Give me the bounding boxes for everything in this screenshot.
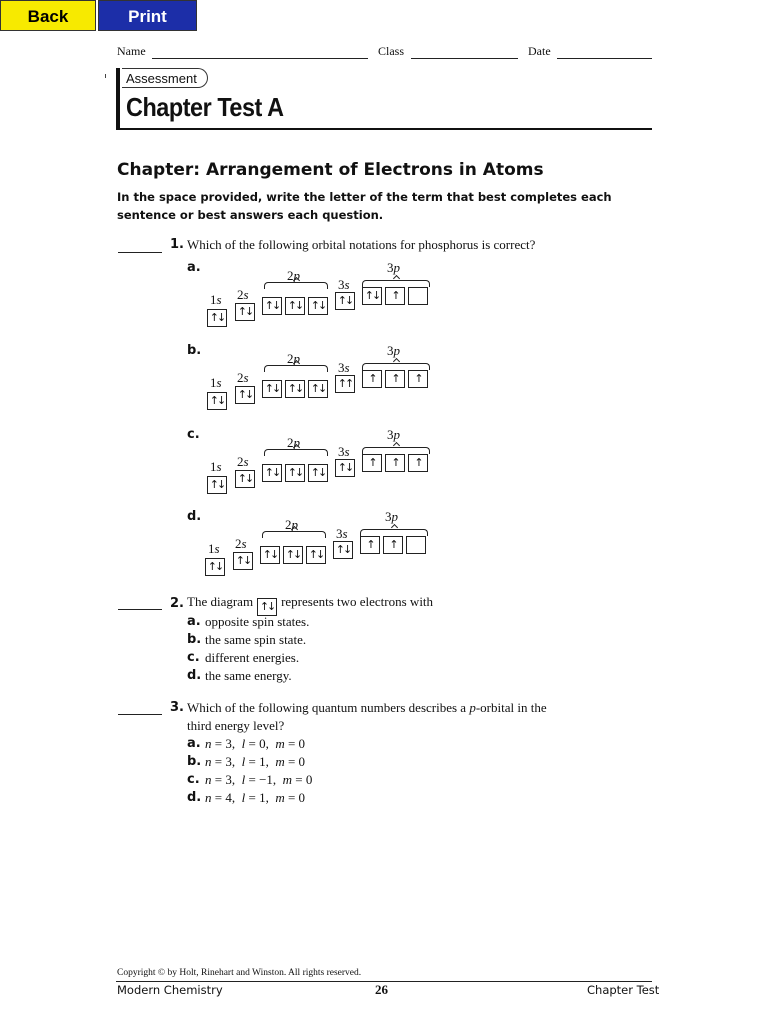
q3-option-letter: c. — [187, 772, 200, 787]
page-number: 26 — [375, 982, 388, 997]
title-rule — [116, 128, 652, 130]
label-2p-n: 2 — [285, 517, 292, 532]
orbital-box-2p: ↑↓ — [308, 297, 328, 315]
q3-term: , — [231, 736, 242, 751]
label-3s-sub: s — [344, 360, 350, 375]
label-2s — [235, 536, 247, 552]
q2-option-letter: b. — [187, 632, 202, 647]
brace-3p — [362, 447, 430, 454]
orbital-box-1s: ↑↓ — [205, 558, 225, 576]
title-bar-vertical — [116, 68, 120, 130]
orbital-box-2p: ↑↓ — [308, 464, 328, 482]
q2-text-pre: The diagram — [187, 594, 254, 609]
q3-term: = — [211, 790, 226, 805]
label-2p-sub: p — [293, 435, 300, 450]
orbital-box-3s: ↑↓ — [333, 541, 353, 559]
q3-term: n — [205, 754, 212, 769]
q2-option-text[interactable]: different energies. — [205, 650, 300, 665]
orbital-box-2s: ↑↓ — [235, 470, 255, 488]
label-3p-n: 3 — [387, 427, 394, 442]
label-3s — [338, 360, 350, 376]
orbital-box-2p: ↑↓ — [306, 546, 326, 564]
orbital-box-3p — [406, 536, 426, 554]
q3-term: l — [241, 736, 246, 751]
instructions: In the space provided, write the letter of the term that best completes each sentence or best answers each question. — [117, 190, 612, 222]
orbital-box-diagram: ↑↓ — [257, 598, 277, 616]
page-title: Chapter Test A — [126, 92, 284, 122]
answer-blank-2[interactable] — [118, 609, 162, 610]
orbital-box-2p: ↑↓ — [285, 297, 305, 315]
footer-book: Modern Chemistry — [117, 983, 223, 997]
orbital-diagram-3[interactable] — [207, 427, 437, 491]
question-text-3-line1 — [187, 700, 547, 716]
orbital-box-3p: ↑ — [385, 454, 405, 472]
label-1s-sub: s — [216, 292, 222, 307]
label-2s — [237, 287, 249, 303]
q3-term: = — [245, 736, 260, 751]
option-letter-4: d. — [187, 509, 202, 524]
orbital-box-3s: ↑↓ — [335, 292, 355, 310]
margin-tick — [105, 74, 106, 78]
q3-option-text[interactable] — [205, 754, 305, 770]
chapter-heading: Chapter: Arrangement of Electrons in Atoms — [117, 160, 544, 180]
q3-term: l — [241, 790, 246, 805]
label-3p-sub: p — [393, 260, 400, 275]
copyright: Copyright © by Holt, Rinehart and Winston. All rights reserved. — [117, 968, 362, 978]
label-1s-n: 1 — [210, 292, 217, 307]
label-1s — [210, 375, 222, 391]
q3-term: , — [265, 790, 276, 805]
label-1s — [210, 292, 222, 308]
q2-option-text[interactable]: the same energy. — [205, 668, 292, 683]
orbital-box-2p: ↑↓ — [260, 546, 280, 564]
orbital-diagram-1[interactable] — [207, 260, 437, 324]
q3-term: = — [284, 736, 299, 751]
class-label: Class — [378, 44, 405, 58]
label-1s-n: 1 — [210, 459, 217, 474]
name-field[interactable] — [152, 58, 368, 59]
footer-section: Chapter Test — [587, 983, 660, 997]
label-3p-n: 3 — [387, 343, 394, 358]
q2-option-letter: c. — [187, 650, 200, 665]
answer-blank-1[interactable] — [118, 252, 162, 253]
name-label: Name — [117, 44, 146, 58]
class-field[interactable] — [411, 58, 518, 59]
orbital-box-3p: ↑ — [360, 536, 380, 554]
q3-option-text[interactable] — [205, 772, 312, 788]
question-number-3: 3. — [170, 700, 184, 715]
label-3p-sub: p — [393, 427, 400, 442]
question-text-3-line2: third energy level? — [187, 718, 285, 733]
q3-term: 0 — [298, 736, 306, 751]
label-2p-n: 2 — [287, 268, 294, 283]
q3-term: , — [231, 754, 242, 769]
q3-term: m — [282, 772, 293, 787]
q3-option-letter: d. — [187, 790, 202, 805]
label-2s — [237, 370, 249, 386]
q3-term: = — [211, 772, 226, 787]
q3-option-letter: b. — [187, 754, 202, 769]
label-3s — [338, 444, 350, 460]
label-3s-n: 3 — [336, 526, 343, 541]
orbital-diagram-4[interactable] — [205, 509, 435, 573]
q3-term: n — [205, 736, 212, 751]
label-2s-sub: s — [243, 370, 249, 385]
label-3s-sub: s — [344, 277, 350, 292]
label-3p — [387, 343, 400, 359]
q3-text-italic: p — [469, 700, 476, 715]
q3-term: 0 — [259, 736, 266, 751]
q3-term: −1 — [259, 772, 273, 787]
label-3p-sub: p — [391, 509, 398, 524]
option-letter-1: a. — [187, 260, 201, 275]
orbital-box-3p: ↑↓ — [362, 287, 382, 305]
label-3p-n: 3 — [385, 509, 392, 524]
orbital-box-3p: ↑ — [362, 370, 382, 388]
q3-term: , — [231, 772, 242, 787]
q3-term: 3 — [225, 736, 232, 751]
label-1s-n: 1 — [210, 375, 217, 390]
q3-term: m — [275, 736, 285, 751]
q2-option-letter: d. — [187, 668, 202, 683]
orbital-box-1s: ↑↓ — [207, 309, 227, 327]
label-1s-n: 1 — [208, 541, 215, 556]
q3-term: 1 — [259, 790, 266, 805]
q3-term: = — [284, 790, 299, 805]
q3-term: 1 — [259, 754, 266, 769]
q2-option-text[interactable]: opposite spin states. — [205, 614, 310, 629]
orbital-box-2s: ↑↓ — [233, 552, 253, 570]
answer-blank-3[interactable] — [118, 714, 162, 715]
q3-term: = — [245, 754, 260, 769]
label-2p-n: 2 — [287, 351, 294, 366]
orbital-box-2p: ↑↓ — [285, 380, 305, 398]
label-3s — [336, 526, 348, 542]
q3-text-post: -orbital in the — [475, 700, 547, 715]
orbital-box-1s: ↑↓ — [207, 476, 227, 494]
label-2p-sub: p — [291, 517, 298, 532]
q3-term: , — [265, 736, 276, 751]
label-2p-sub: p — [293, 268, 300, 283]
label-2s-n: 2 — [237, 287, 244, 302]
brace-3p — [362, 280, 430, 287]
q3-term: n — [205, 772, 212, 787]
brace-2p — [262, 531, 326, 538]
orbital-box-3p: ↑ — [383, 536, 403, 554]
label-2s-n: 2 — [237, 370, 244, 385]
orbital-box-1s: ↑↓ — [207, 392, 227, 410]
date-label: Date — [528, 44, 551, 58]
q3-term: = — [211, 736, 226, 751]
q3-term: m — [275, 754, 285, 769]
option-letter-3: c. — [187, 427, 200, 442]
label-3s — [338, 277, 350, 293]
question-text-2 — [187, 594, 433, 616]
label-2s-sub: s — [243, 454, 249, 469]
orbital-box-2p: ↑↓ — [285, 464, 305, 482]
q3-term: 3 — [225, 772, 232, 787]
q3-term: 0 — [298, 790, 306, 805]
q3-term: = — [211, 754, 226, 769]
q3-term: 3 — [225, 754, 232, 769]
label-2s-n: 2 — [235, 536, 242, 551]
date-field[interactable] — [557, 58, 652, 59]
q3-term: = — [292, 772, 306, 787]
q3-term: l — [241, 772, 246, 787]
orbital-box-2p: ↑↓ — [262, 464, 282, 482]
q3-term: 0 — [298, 754, 306, 769]
label-3s-n: 3 — [338, 360, 345, 375]
label-3s-sub: s — [344, 444, 350, 459]
q2-text-post: represents two electrons with — [281, 594, 434, 609]
label-2s — [237, 454, 249, 470]
brace-2p — [264, 365, 328, 372]
q3-term: l — [241, 754, 246, 769]
q3-term: = — [245, 790, 260, 805]
orbital-box-3s: ↑↑ — [335, 375, 355, 393]
orbital-box-3p — [408, 287, 428, 305]
print-button[interactable]: Print — [98, 0, 197, 31]
orbital-box-3p: ↑ — [408, 454, 428, 472]
label-3p — [387, 260, 400, 276]
q3-term: m — [275, 790, 285, 805]
q2-option-letter: a. — [187, 614, 201, 629]
q3-option-text[interactable] — [205, 736, 305, 752]
orbital-box-3p: ↑ — [362, 454, 382, 472]
label-1s — [208, 541, 220, 557]
label-3s-sub: s — [342, 526, 348, 541]
orbital-box-2p: ↑↓ — [262, 380, 282, 398]
label-3p-n: 3 — [387, 260, 394, 275]
label-1s — [210, 459, 222, 475]
orbital-box-2s: ↑↓ — [235, 386, 255, 404]
brace-3p — [362, 363, 430, 370]
q3-term: , — [231, 790, 242, 805]
q3-term: n — [205, 790, 212, 805]
orbital-box-2p: ↑↓ — [308, 380, 328, 398]
label-2p-n: 2 — [287, 435, 294, 450]
q3-term: = — [245, 772, 260, 787]
question-text-1: Which of the following orbital notations for phosphorus is correct? — [187, 237, 536, 252]
label-2p-sub: p — [293, 351, 300, 366]
orbital-box-2p: ↑↓ — [262, 297, 282, 315]
label-2s-n: 2 — [237, 454, 244, 469]
q3-term: , — [272, 772, 283, 787]
orbital-diagram-2[interactable] — [207, 343, 437, 407]
back-button[interactable]: Back — [0, 0, 96, 31]
brace-3p — [360, 529, 428, 536]
brace-2p — [264, 282, 328, 289]
orbital-box-2p: ↑↓ — [283, 546, 303, 564]
orbital-box-3p: ↑ — [408, 370, 428, 388]
label-3s-n: 3 — [338, 277, 345, 292]
orbital-box-3p: ↑ — [385, 370, 405, 388]
label-3p — [387, 427, 400, 443]
assessment-badge: Assessment — [122, 68, 208, 88]
label-2s-sub: s — [243, 287, 249, 302]
brace-2p — [264, 449, 328, 456]
label-1s-sub: s — [214, 541, 220, 556]
q3-option-text[interactable] — [205, 790, 305, 806]
q3-option-letter: a. — [187, 736, 201, 751]
label-3p-sub: p — [393, 343, 400, 358]
orbital-box-2s: ↑↓ — [235, 303, 255, 321]
q3-term: 4 — [225, 790, 232, 805]
q3-term: = — [284, 754, 299, 769]
q3-term: , — [265, 754, 276, 769]
orbital-box-3s: ↑↓ — [335, 459, 355, 477]
orbital-box-3p: ↑ — [385, 287, 405, 305]
label-1s-sub: s — [216, 375, 222, 390]
label-3p — [385, 509, 398, 525]
question-number-2: 2. — [170, 596, 184, 611]
option-letter-2: b. — [187, 343, 202, 358]
q3-term: 0 — [305, 772, 313, 787]
label-1s-sub: s — [216, 459, 222, 474]
question-number-1: 1. — [170, 237, 184, 252]
q3-text-pre: Which of the following quantum numbers describes a — [187, 700, 470, 715]
label-3s-n: 3 — [338, 444, 345, 459]
q2-option-text[interactable]: the same spin state. — [205, 632, 307, 647]
label-2s-sub: s — [241, 536, 247, 551]
